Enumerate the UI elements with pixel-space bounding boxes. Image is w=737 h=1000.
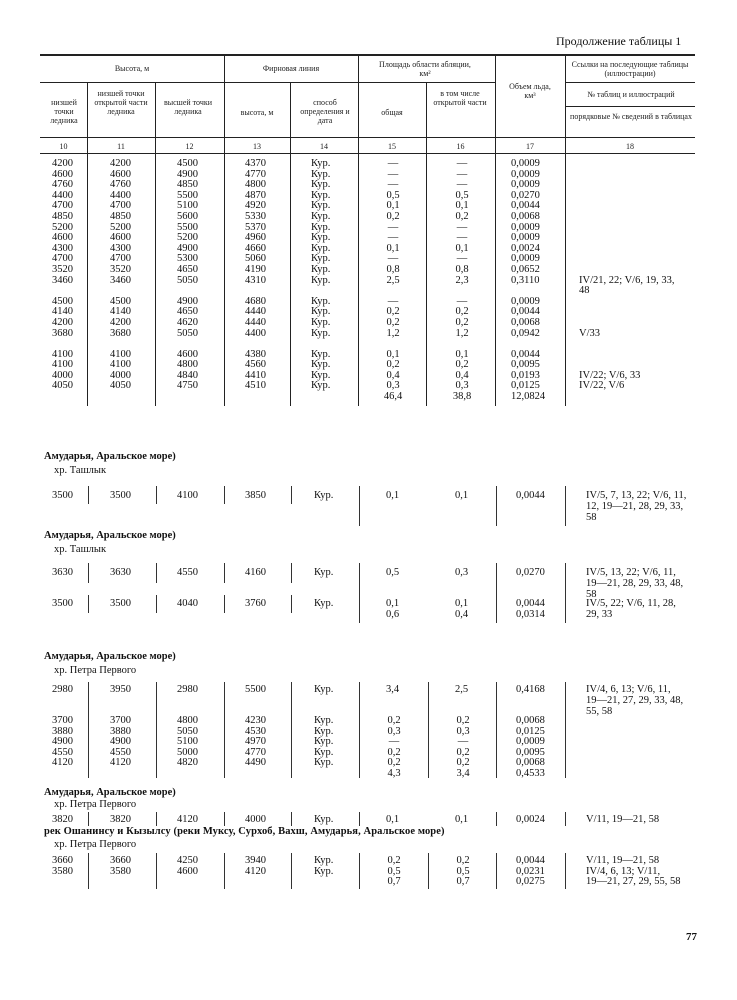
high-point-column: 4500 4900 4850 5500 5100 5600 5500 5200 4900 5300 4650 5050 4900 4650 4620 5050 4600 4800 4840 4750 [177, 158, 198, 392]
volume-column: 0,0009 0,0009 0,0009 0,0270 0,0044 0,0068 0,0009 0,0009 0,0024 0,0009 0,0652 0,3110 0,0009 0,0044 0,0068 0,0942 0,0044 0,0095 0,0193 0,0125 12,0824 [511, 158, 546, 403]
col-number: 14 [320, 142, 328, 151]
low-open-column: 4200 4600 4760 4400 4700 4850 5200 4600 4300 4700 3520 3460 4500 4140 4200 3680 4100 4100 4000 4050 [110, 158, 131, 392]
col-number: 16 [456, 142, 465, 151]
area-total-column: 0,2 0,3 — 0,2 0,2 4,3 [387, 715, 401, 779]
col-number: 10 [59, 142, 68, 151]
header-refs-group: Ссылки на последующие таблицы (иллюстрации) [571, 60, 689, 78]
area-open-column: — — — 0,5 0,1 0,2 — — 0,1 — 0,8 2,3 — 0,2 0,2 1,2 0,1 0,2 0,4 0,3 38,8 [452, 158, 472, 403]
high-point-column: 4800 5050 5100 5000 4820 [177, 715, 198, 769]
low-point-column: 3700 3880 4900 4550 4120 [52, 715, 73, 769]
col-number: 11 [117, 142, 125, 151]
low-point-column: 3660 3580 [52, 855, 73, 877]
firn-method-column: Кур. Кур. Кур. Кур. Кур. [314, 715, 334, 769]
low-open-column: 3660 3580 [110, 855, 131, 877]
col-number: 15 [388, 142, 396, 151]
section-ridge: хр. Ташлык [54, 465, 107, 476]
col-number: 12 [185, 142, 194, 151]
col-number: 18 [626, 142, 634, 151]
header-firn-method: способ определения и дата [300, 98, 350, 125]
section-title: Амударья, Аральское море) [44, 530, 176, 541]
header-high-point: высшей точки ледника [163, 98, 213, 116]
section-ridge: хр. Петра Первого [54, 799, 137, 810]
header-firn-height: высота, м [240, 108, 274, 117]
high-point-column: 4250 4600 [177, 855, 198, 877]
firn-height-column: 3940 4120 [245, 855, 266, 877]
area-open-column: 0,2 0,3 — 0,2 0,2 3,4 [456, 715, 470, 779]
section-title: рек Ошанинсу и Кызылсу (реки Муксу, Сурхоб, Вахш, Амударья, Аральское море) [44, 826, 445, 837]
section-ridge: хр. Ташлык [54, 544, 107, 555]
firn-height-column: 4230 4530 4970 4770 4490 [245, 715, 266, 769]
section-ridge: хр. Петра Первого [54, 665, 137, 676]
section-title: Амударья, Аральское море) [44, 651, 176, 662]
area-total-column: — — — 0,5 0,1 0,2 — — 0,1 — 0,8 2,5 — 0,2 0,2 1,2 0,1 0,2 0,4 0,3 46,4 [383, 158, 403, 403]
area-open-column: 0,2 0,5 0,7 [456, 855, 470, 888]
volume-column: 0,0044 0,0231 0,0275 [516, 855, 545, 888]
area-total-column: 0,2 0,5 0,7 [387, 855, 401, 888]
section-ridge: хр. Петра Первого [54, 839, 137, 850]
header-refs-seq: порядковые № сведений в таблицах [570, 112, 692, 121]
firn-method-column: Кур. Кур. Кур. Кур. Кур. Кур. Кур. Кур. Кур. Кур. Кур. Кур. Кур. Кур. Кур. Кур. Кур. Кур. Кур. Кур. [311, 158, 331, 392]
section-title: Амударья, Аральское море) [44, 787, 176, 798]
header-low-open: низшей точки открытой части ледника [94, 89, 148, 116]
refs-column: IV/21, 22; V/6, 19, 33, 48 V/33 IV/22; V/6, 33 IV/22, V/6 [579, 274, 675, 392]
header-firn-group: Фирновая линия [262, 64, 320, 73]
running-head: Продолжение таблицы 1 [556, 34, 682, 48]
firn-height-column: 4370 4770 4800 4870 4920 5330 5370 4960 4660 5060 4190 4310 4680 4440 4440 4400 4380 4560 4410 4510 [245, 158, 266, 392]
header-volume: Объем льда, км³ [509, 82, 551, 100]
section-title: Амударья, Аральское море) [44, 451, 176, 462]
header-height-group: Высота, м [114, 64, 150, 73]
header-area-total: общая [381, 108, 403, 117]
volume-column: 0,0068 0,0125 0,0009 0,0095 0,0068 0,4533 [516, 715, 545, 779]
low-point-column: 4200 4600 4760 4400 4700 4850 5200 4600 4300 4700 3520 3460 4500 4140 4200 3680 4100 4100 4000 4050 [52, 158, 73, 392]
header-low-point: низшей точки ледника [50, 98, 78, 125]
header-area-open: в том числе открытой части [433, 89, 487, 107]
page-number: 77 [686, 931, 697, 943]
header-refs-tables: № таблиц и иллюстраций [587, 90, 675, 99]
refs-column: V/11, 19—21, 58 IV/4, 6, 13; V/11, 19—21, 27, 29, 55, 58 [586, 855, 681, 888]
col-number: 17 [526, 142, 534, 151]
col-number: 13 [253, 142, 261, 151]
header-area-group: Площадь области абляции, км² [379, 60, 471, 78]
low-open-column: 3700 3880 4900 4550 4120 [110, 715, 131, 769]
firn-method-column: Кур. Кур. [314, 855, 334, 877]
